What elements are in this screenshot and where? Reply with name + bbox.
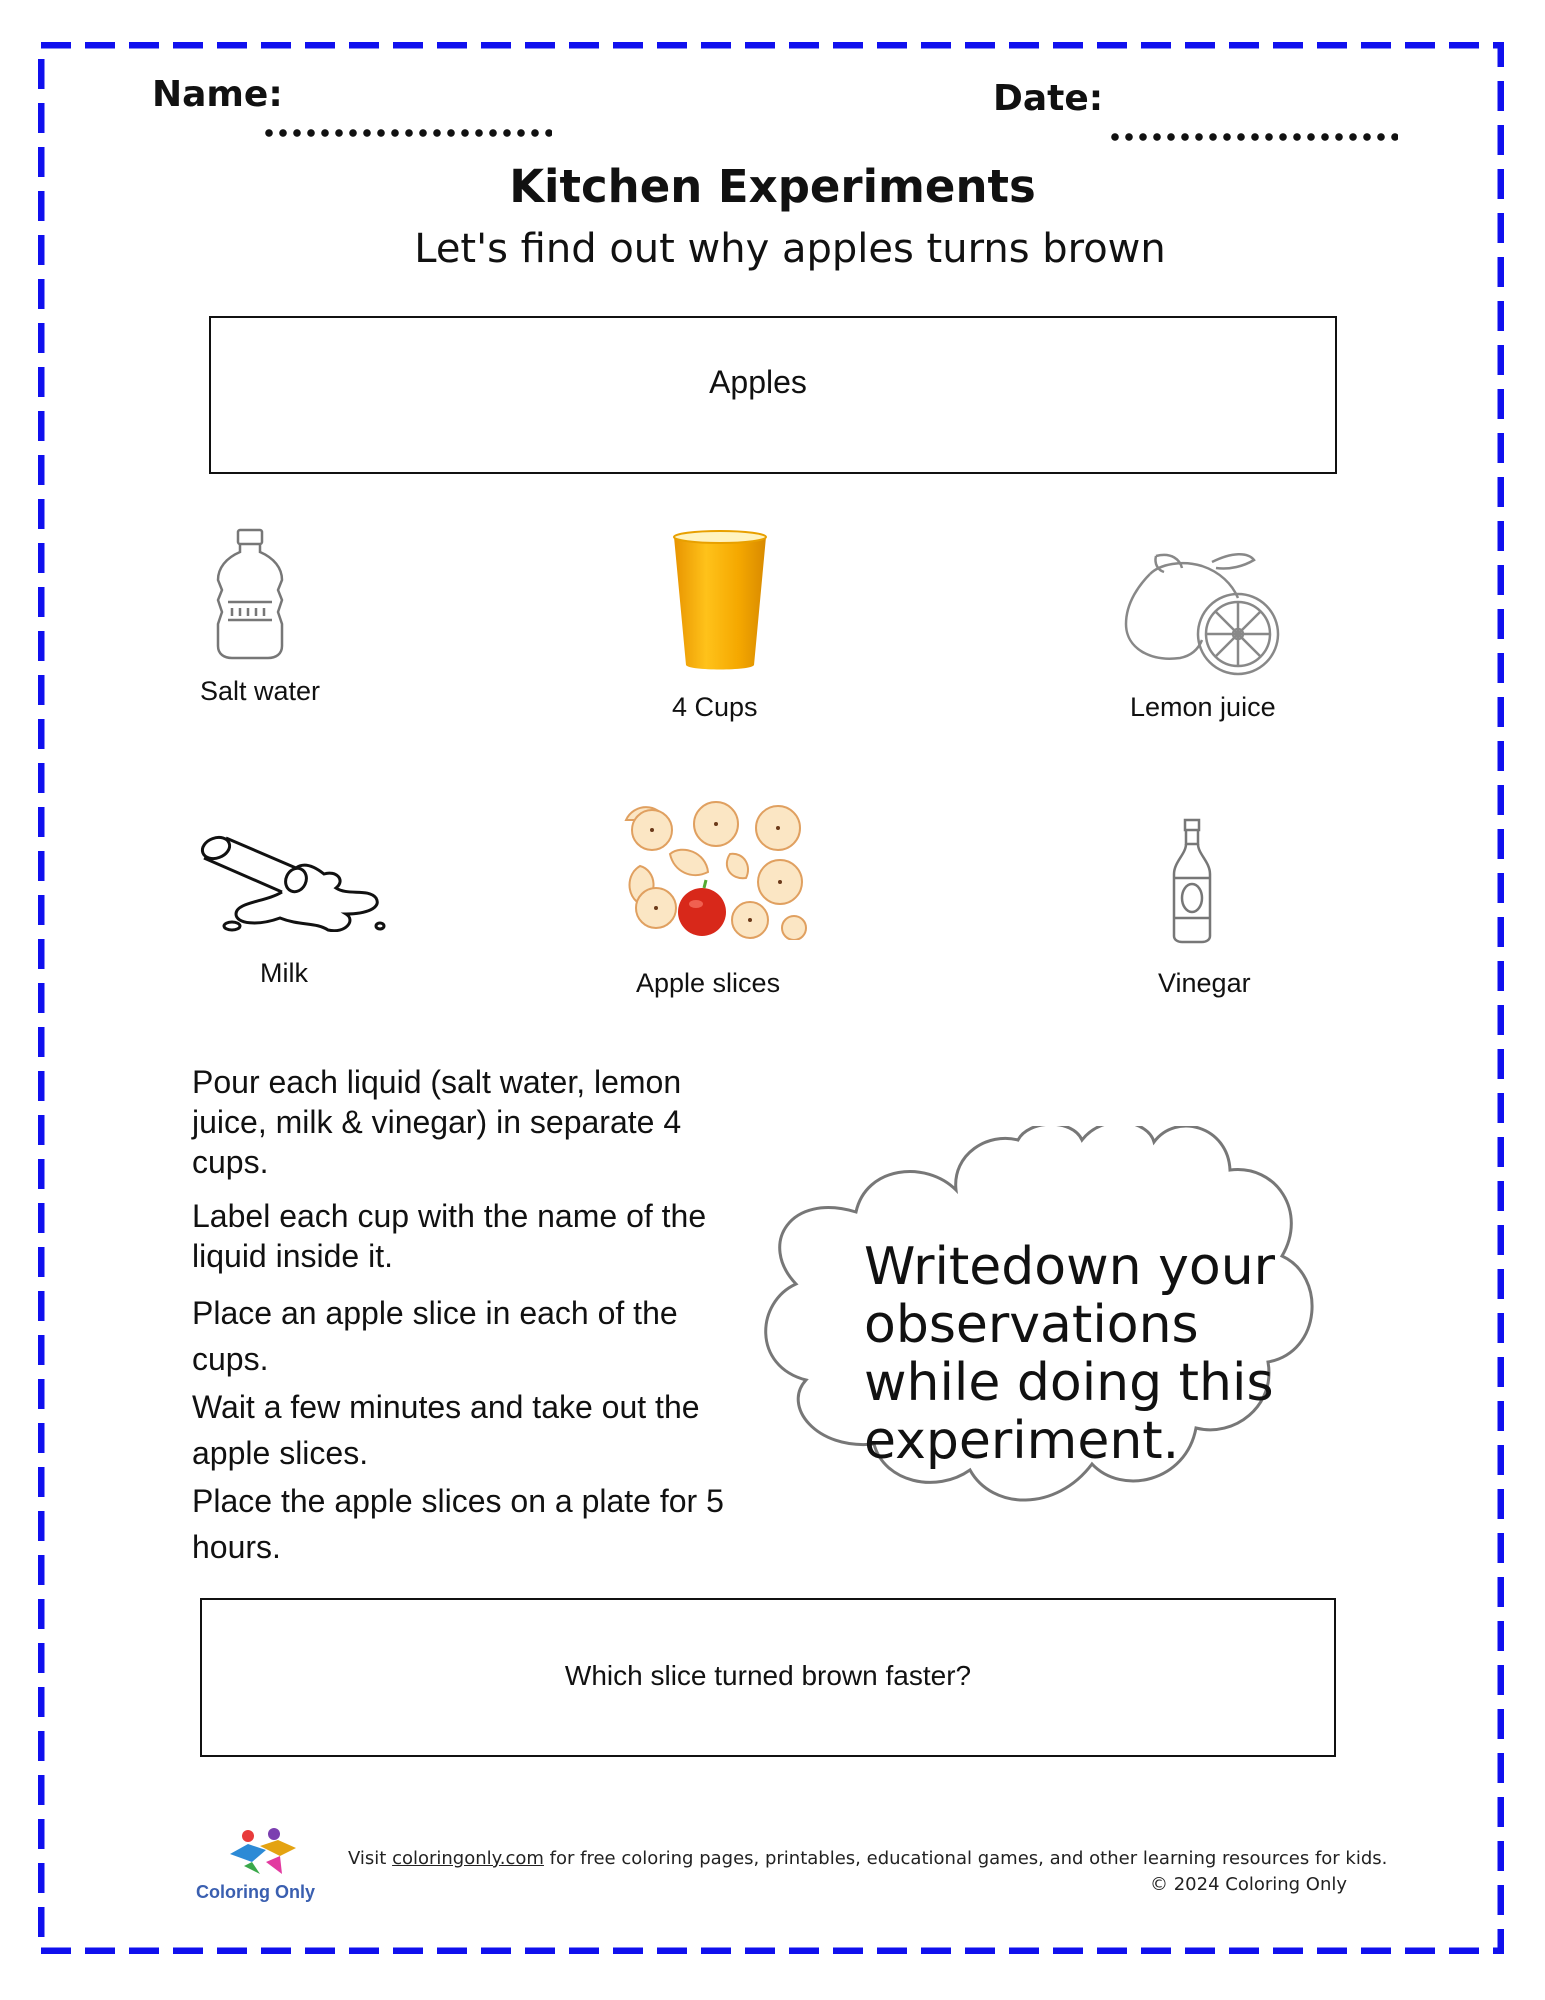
apples-box (209, 316, 1337, 474)
page-title: Kitchen Experiments (509, 160, 1036, 213)
steps-list (192, 1062, 752, 1570)
material-label-vinegar: Vinegar (1158, 968, 1251, 998)
step-1: Pour each liquid (salt water, lemon juice, milk & vinegar) in separate 4 cups. (192, 1064, 682, 1180)
date-label: Date: (993, 78, 1104, 119)
coloring-only-logo-icon (222, 1826, 302, 1884)
step-3: Place an apple slice in each of the cups. (192, 1295, 678, 1377)
cloud-text: Writedown your observations while doing this experiment. (864, 1237, 1276, 1471)
date-field[interactable] (1108, 132, 1398, 142)
step-5: Place the apple slices on a plate for 5 hours. (192, 1483, 724, 1565)
water-bottle-icon (210, 528, 290, 664)
material-label-salt-water: Salt water (200, 676, 321, 706)
step-4: Wait a few minutes and take out the apple slices. (192, 1389, 700, 1471)
name-field[interactable] (262, 128, 552, 138)
material-label-cups: 4 Cups (672, 692, 758, 722)
logo-text: Coloring Only (196, 1882, 315, 1902)
apple-slices-icon (620, 800, 816, 944)
coloringonly-link[interactable]: coloringonly.com (392, 1848, 544, 1869)
question-box (200, 1598, 1336, 1757)
material-label-apple-slices: Apple slices (636, 968, 781, 998)
spilled-milk-icon (196, 822, 386, 936)
question-text: Which slice turned brown faster? (564, 1660, 972, 1691)
apples-box-label: Apples (709, 364, 807, 400)
lemon-icon (1120, 550, 1292, 680)
footer-visit-prefix: Visit (348, 1848, 393, 1869)
material-label-milk: Milk (260, 958, 308, 988)
step-2: Label each cup with the name of the liquid inside it. (192, 1198, 707, 1274)
page-subtitle: Let's find out why apples turns brown (414, 226, 1166, 272)
material-label-lemon-juice: Lemon juice (1130, 692, 1276, 722)
cup-icon (652, 523, 788, 679)
footer-copyright: © 2024 Coloring Only (1150, 1874, 1348, 1895)
vinegar-bottle-icon (1168, 818, 1216, 948)
name-label: Name: (152, 74, 283, 115)
footer-visit-suffix: for free coloring pages, printables, educational games, and other learning resources for kids. (543, 1848, 1388, 1869)
footer-visit-line (348, 1848, 1387, 1869)
